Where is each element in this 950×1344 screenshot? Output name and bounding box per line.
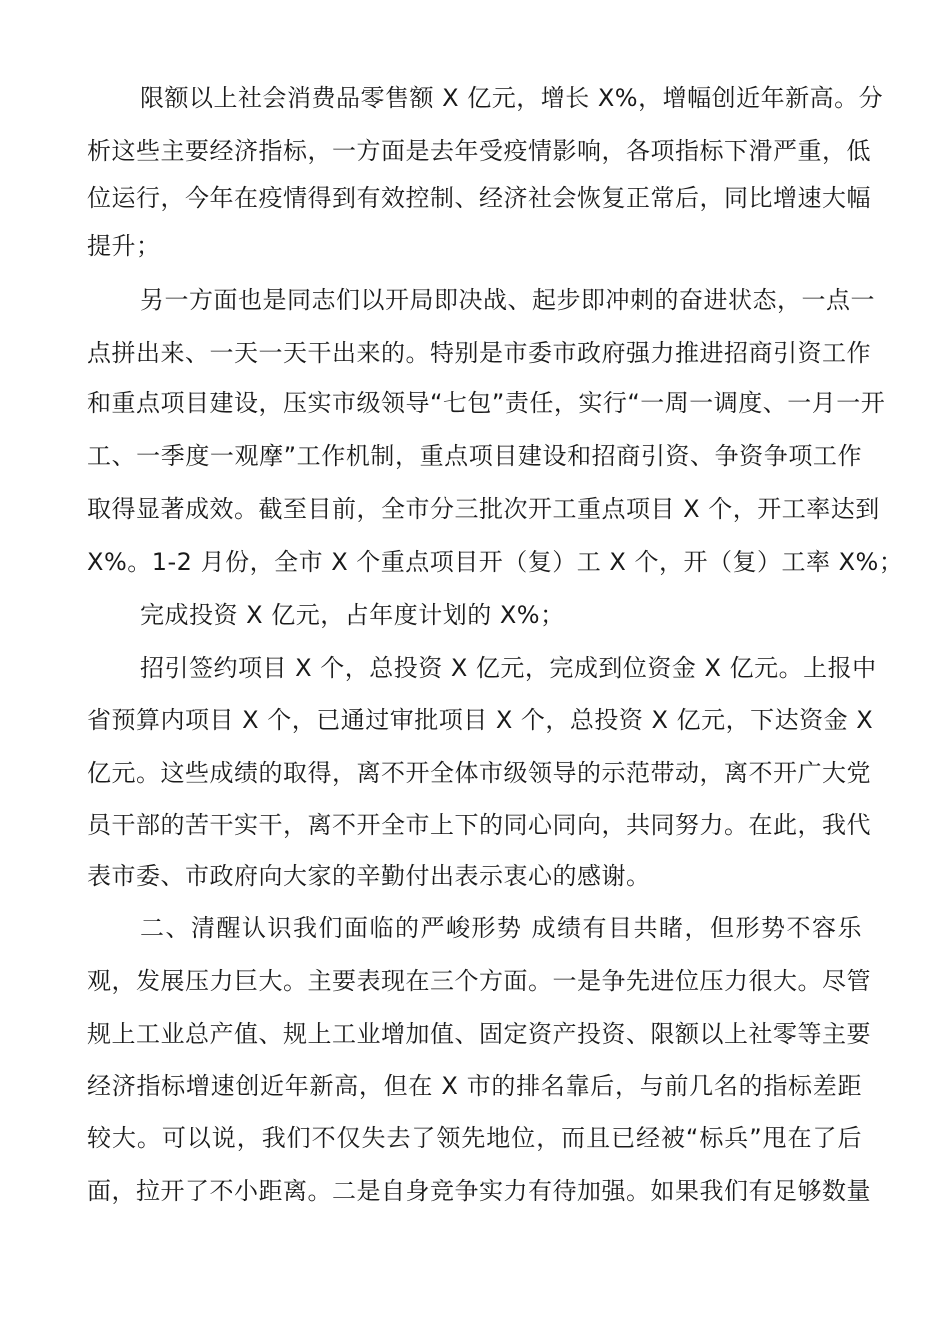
paragraph-1-line-2: 析这些主要经济指标，一方面是去年受疫情影响，各项指标下滑严重，低 [87, 137, 871, 165]
paragraph-4-line-4: 员干部的苦干实干，离不开全市上下的同心同向，共同努力。在此，我代 [87, 811, 871, 839]
paragraph-5-line-6: 面，拉开了不小距离。二是自身竞争实力有待加强。如果我们有足够数量 [87, 1177, 871, 1205]
paragraph-5-line-3: 规上工业总产值、规上工业增加值、固定资产投资、限额以上社零等主要 [87, 1020, 871, 1048]
paragraph-1-line-4: 提升； [87, 232, 161, 260]
paragraph-4-line-1: 招引签约项目 X 个，总投资 X 亿元，完成到位资金 X 亿元。上报中 [140, 654, 877, 682]
paragraph-1-line-3: 位运行，今年在疫情得到有效控制、经济社会恢复正常后，同比增速大幅 [87, 184, 871, 212]
paragraph-5-line-1: 二、清醒认识我们面临的严峻形势 成绩有目共睹，但形势不容乐 [140, 914, 862, 942]
paragraph-2-line-5: 取得显著成效。截至目前，全市分三批次开工重点项目 X 个，开工率达到 [87, 495, 880, 523]
paragraph-2-line-3: 和重点项目建设，压实市级领导“七包”责任，实行“一周一调度、一月一开 [87, 389, 886, 417]
paragraph-4-line-2: 省预算内项目 X 个，已通过审批项目 X 个，总投资 X 亿元，下达资金 X [87, 706, 874, 734]
paragraph-2-line-4: 工、一季度一观摩”工作机制，重点项目建设和招商引资、争资争项工作 [87, 442, 862, 470]
paragraph-2-line-6: X%。1-2 月份，全市 X 个重点项目开（复）工 X 个，开（复）工率 X%； [87, 548, 904, 576]
paragraph-4-line-3: 亿元。这些成绩的取得，离不开全体市级领导的示范带动，离不开广大党 [87, 759, 871, 787]
paragraph-5-line-4: 经济指标增速创近年新高，但在 X 市的排名靠后，与前几名的指标差距 [87, 1072, 862, 1100]
paragraph-1-line-1: 限额以上社会消费品零售额 X 亿元，增长 X%，增幅创近年新高。分 [140, 84, 884, 112]
paragraph-5-line-2: 观，发展压力巨大。主要表现在三个方面。一是争先进位压力很大。尽管 [87, 967, 871, 995]
paragraph-4-line-5: 表市委、市政府向大家的辛勤付出表示衷心的感谢。 [87, 862, 651, 890]
paragraph-3-line-1: 完成投资 X 亿元，占年度计划的 X%； [140, 601, 565, 629]
paragraph-5-line-5: 较大。可以说，我们不仅失去了领先地位，而且已经被“标兵”甩在了后 [87, 1124, 862, 1152]
paragraph-2-line-1: 另一方面也是同志们以开局即决战、起步即冲刺的奋进状态，一点一 [140, 286, 875, 314]
paragraph-2-line-2: 点拼出来、一天一天干出来的。特别是市委市政府强力推进招商引资工作 [87, 339, 871, 367]
